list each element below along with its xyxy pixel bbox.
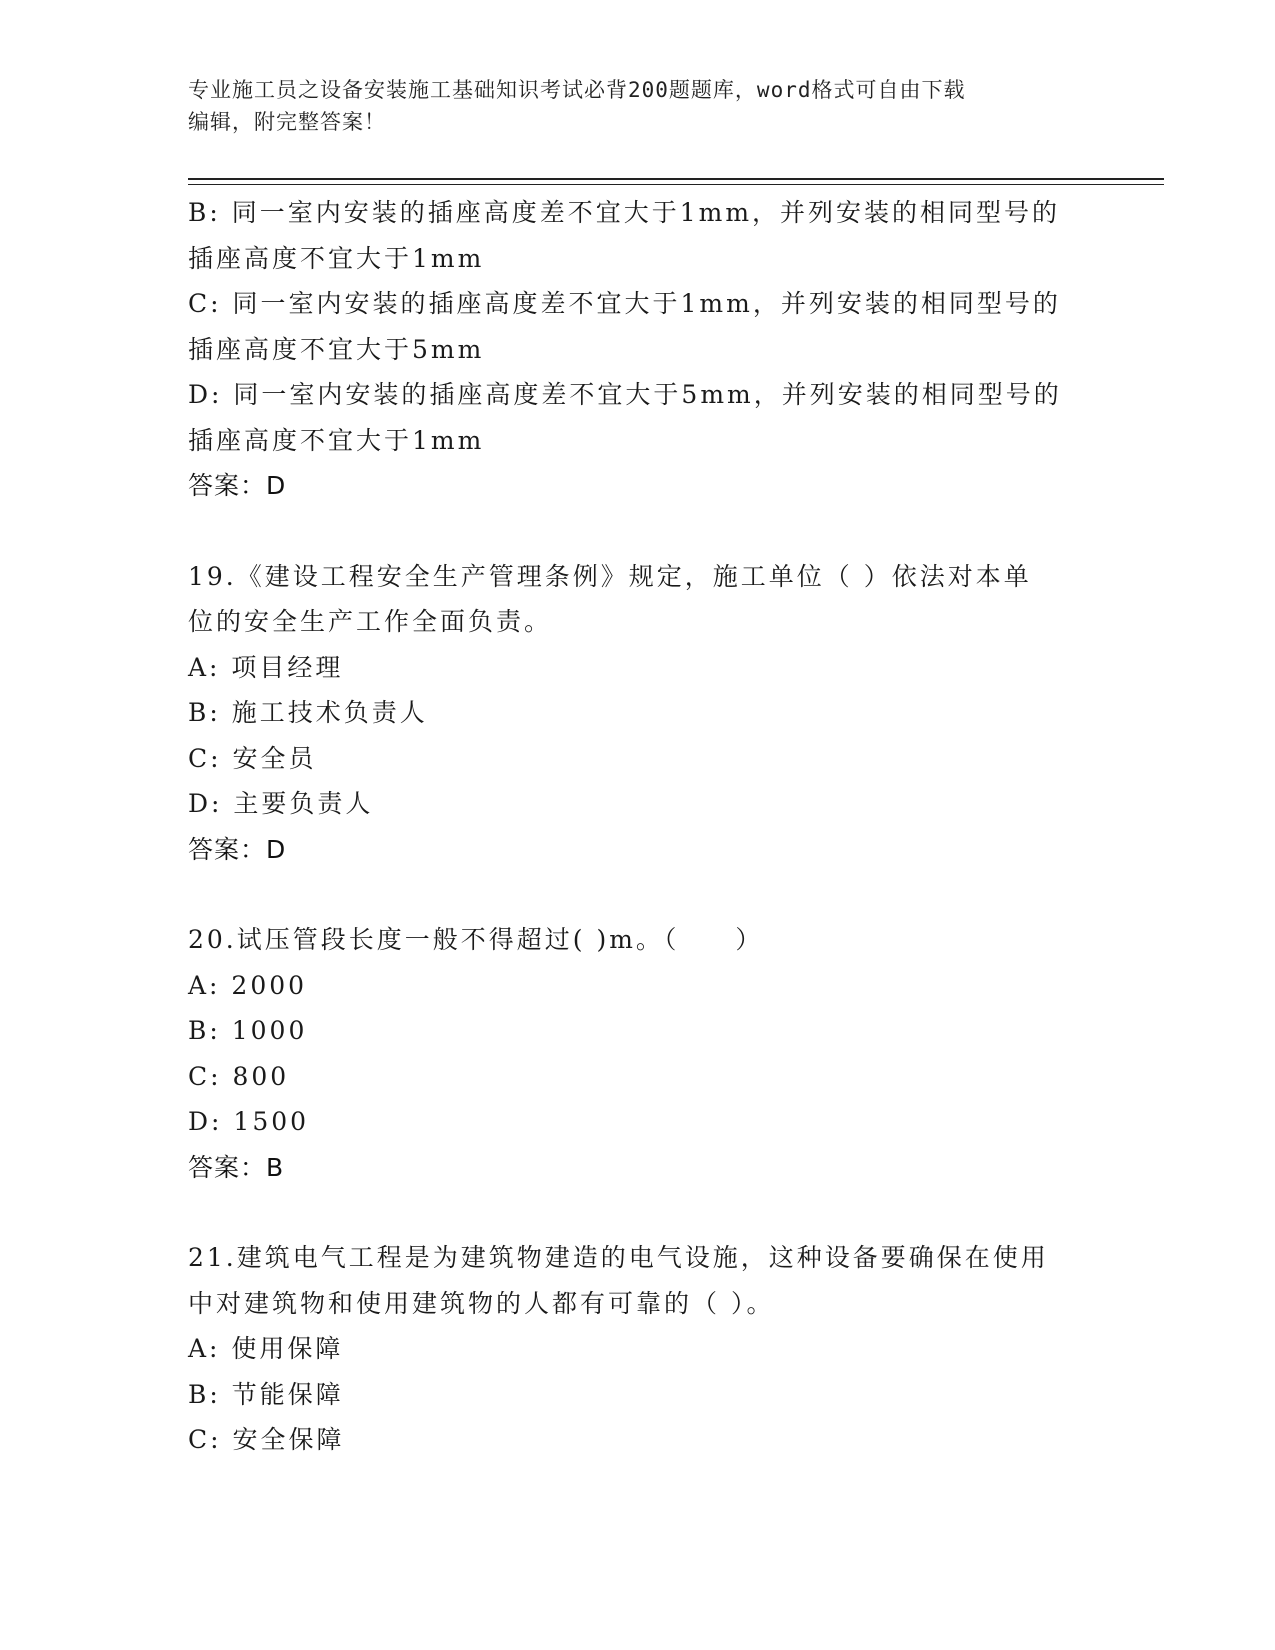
q18-option-c-line-1: C: 同一室内安装的插座高度差不宜大于1mm，并列安装的相同型号的 [188,289,1061,318]
q21-option-c: C: 安全保障 [188,1425,345,1454]
document-header [188,74,1088,138]
question-content [188,190,1088,1463]
q18-option-b-line-2: 插座高度不宜大于1mm [188,243,485,273]
spacer [188,872,1088,917]
q20-option-d: D: 1500 [188,1107,310,1136]
q19-answer: 答案：D [188,834,287,864]
q19-option-c: C: 安全员 [188,743,317,773]
q18-answer: 答案：D [188,471,287,500]
q21-option-b: B: 节能保障 [188,1379,344,1409]
spacer [188,509,1088,554]
q19-stem-line-2: 位的安全生产工作全面负责。 [188,607,553,636]
q21-stem-line-2: 中对建筑物和使用建筑物的人都有可靠的（ ）。 [188,1288,775,1318]
q19-option-b: B: 施工技术负责人 [188,698,428,727]
q19-option-a: A: 项目经理 [188,652,344,682]
header-title-line-2: 编辑，附完整答案！ [188,110,386,134]
q19-option-d: D: 主要负责人 [188,789,374,818]
q20-answer: 答案：B [188,1152,285,1182]
q20-stem-line-1: 20.试压管段长度一般不得超过( )m。（ ） [188,925,764,954]
question-21-block [188,1235,1088,1463]
q19-stem-line-1: 19.《建设工程安全生产管理条例》规定，施工单位（ ）依法对本单 [188,561,1032,591]
question-19-block [188,554,1088,873]
q21-stem-line-1: 21.建筑电气工程是为建筑物建造的电气设施，这种设备要确保在使用 [188,1243,1049,1272]
spacer [188,1190,1088,1235]
header-divider-thick [188,178,1164,180]
q18-option-d-line-1: D: 同一室内安装的插座高度差不宜大于5mm，并列安装的相同型号的 [188,380,1062,409]
q20-option-b: B: 1000 [188,1016,308,1045]
question-18-block [188,190,1088,509]
q21-option-a: A: 使用保障 [188,1334,344,1363]
q18-option-d-line-2: 插座高度不宜大于1mm [188,425,485,455]
q18-option-b-line-1: B: 同一室内安装的插座高度差不宜大于1mm，并列安装的相同型号的 [188,198,1061,227]
question-20-block [188,917,1088,1190]
header-title-line-1: 专业施工员之设备安装施工基础知识考试必背200题题库，word格式可自由下载 [188,78,966,102]
q18-option-c-line-2: 插座高度不宜大于5mm [188,334,485,364]
header-divider-thin [188,184,1164,185]
q20-option-a: A: 2000 [188,970,308,1000]
q20-option-c: C: 800 [188,1061,290,1091]
